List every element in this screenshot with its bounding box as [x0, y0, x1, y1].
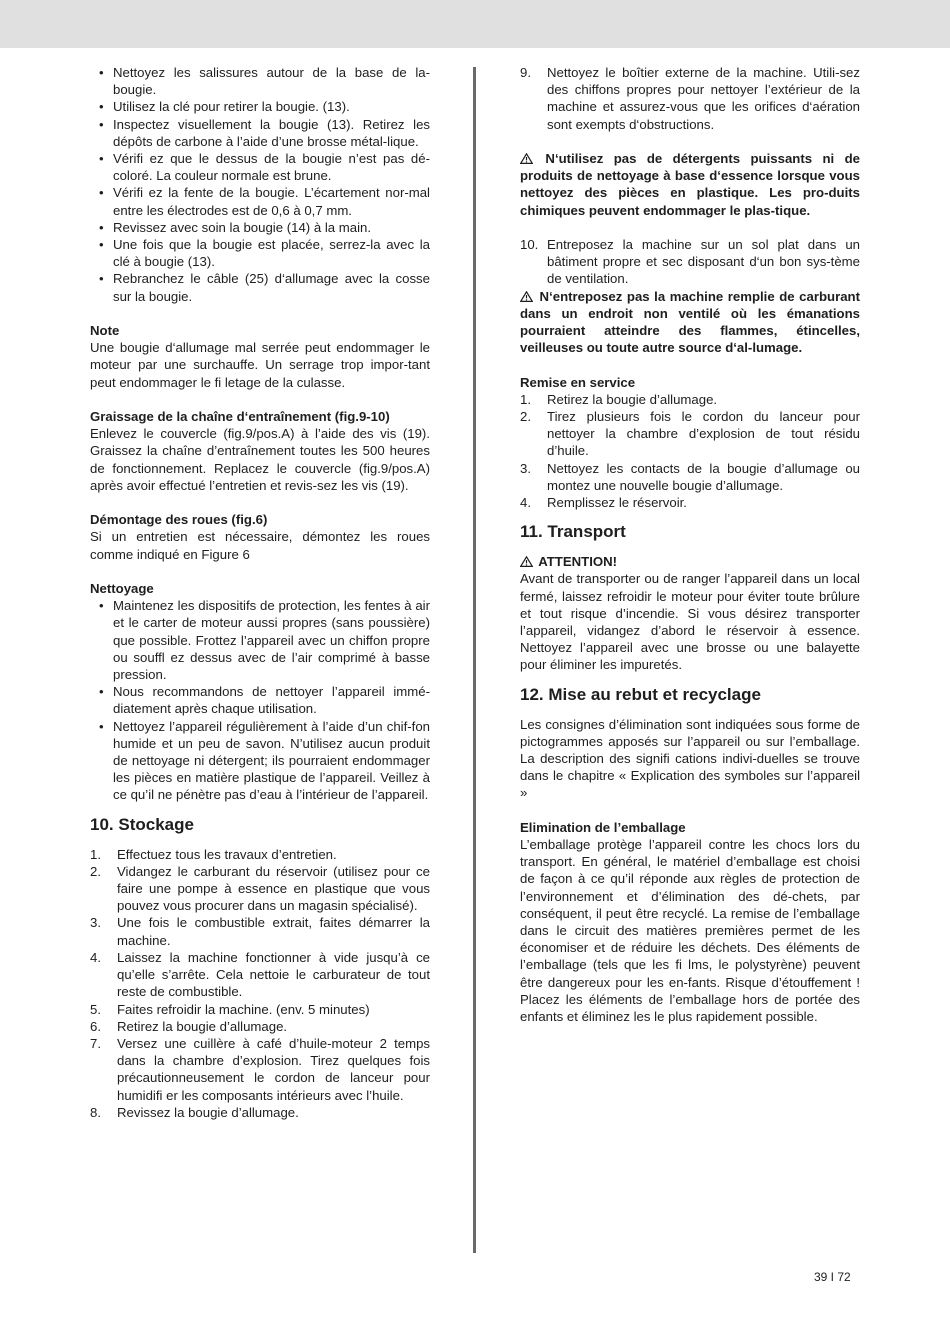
- disposal-heading: 12. Mise au rebut et recyclage: [520, 684, 761, 704]
- disposal-text: Les consignes d’élimination sont indiquées sous forme de pictogrammes apposés sur l’appareil ou sur l’emballage. La description des signifi cations indivi-duelles se trouve dans le chapitre « Explication des symboles sur l’appareil »: [520, 716, 860, 801]
- warning-triangle-icon: [520, 556, 533, 567]
- list-item: • Utilisez la clé pour retirer la bougie. (13).: [90, 98, 430, 115]
- list-item: • Rebranchez le câble (25) d‘allumage avec la cosse sur la bougie.: [90, 270, 430, 304]
- list-item: 6. Retirez la bougie d’allumage.: [90, 1018, 288, 1034]
- packaging-title: Elimination de l’emballage: [520, 819, 686, 835]
- transport-heading: 11. Transport: [520, 522, 626, 542]
- list-item: • Revissez avec soin la bougie (14) à la main.: [90, 219, 430, 236]
- list-item: 4. Remplissez le réservoir.: [520, 495, 687, 511]
- spark-plug-bullets: [90, 64, 430, 305]
- storage-step-9: [520, 64, 860, 133]
- list-item: 2. Tirez plusieurs fois le cordon du lanceur pour nettoyer la chambre d’explosion de tout résidu d’huile.: [520, 409, 860, 459]
- recommissioning-steps: [520, 391, 860, 511]
- attention-label: ATTENTION!: [520, 553, 860, 570]
- transport-text: Avant de transporter ou de ranger l’appareil dans un local fermé, laissez refroidir le moteur pour éviter toute brûlure et tout risque d’incendie. Si vous désirez transporter l’appareil, vidangez d’abord le réservoir à essence. Nettoyez l’appareil avec une brosse ou une balayette pour éliminer les impuretés.: [520, 571, 860, 673]
- list-item: • Vérifi ez que le dessus de la bougie n’est pas dé-coloré. La couleur normale est brune.: [90, 150, 430, 184]
- list-item: 10. Entreposez la machine sur un sol plat dans un bâtiment propre et sec disposant d‘un bon sys-tème de ventilation.: [520, 237, 860, 287]
- list-item: • Nettoyez les salissures autour de la base de la-bougie.: [90, 64, 430, 98]
- page-number: 39 I 72: [814, 1270, 851, 1284]
- list-item: • Nettoyez l’appareil régulièrement à l’aide d’un chif-fon humide et un peu de savon. N’utilisez aucun produit de nettoyage ni détergent; ils pourraient endommager les pièces en matière plastique de l’appareil. Veillez à ce qu’il ne pénètre pas d’eau à l’intérieur de l’appareil.: [90, 718, 430, 804]
- warning-fuel: N‘entreposez pas la machine remplie de carburant dans un endroit non ventilé où les émanations pourraient atteindre des flammes, étincelles, veilleuses ou toute autre source d‘al-lumage.: [520, 288, 860, 356]
- list-item: • Nous recommandons de nettoyer l’appareil immé-diatement après chaque utilisation.: [90, 683, 430, 717]
- header-band: [0, 0, 950, 48]
- list-item: 1. Retirez la bougie d’allumage.: [520, 391, 718, 407]
- cleaning-title: Nettoyage: [90, 581, 154, 597]
- list-item: • Une fois que la bougie est placée, serrez-la avec la clé à bougie (13).: [90, 236, 430, 270]
- list-item: 4. Laissez la machine fonctionner à vide jusqu’à ce qu’elle s’arrête. Cela nettoie le carburateur de tout reste de combustible.: [90, 949, 430, 1000]
- note-text: Une bougie d‘allumage mal serrée peut endommager le moteur par une surchauffe. Un serrage trop impor-tant peut endommager le fi letage de la culasse.: [90, 340, 430, 390]
- cleaning-bullets: [90, 597, 430, 803]
- note-title: Note: [90, 323, 120, 339]
- warning-triangle-icon: [520, 153, 533, 164]
- packaging-text: L’emballage protège l’appareil contre les chocs lors du transport. En général, le matériel d’emballage est choisi de façon à ce qu’il réponde aux règles de protection de l’environnement et d’élimination des dé-chets, par conséquent, il peut être recyclé. La remise de l’emballage dans le circuit des matières premières permet de les économiser et de réduire les déchets. Des éléments de l’emballage (tels que les fi lms, le polystyrène) peuvent être dangereux pour les en-fants. Risque d’étouffement ! Placez les éléments de l’emballage hors de portée des enfants et éliminez les le plus rapidement possible.: [520, 837, 860, 1025]
- warning-triangle-icon: [520, 291, 533, 302]
- right-column: [520, 64, 860, 1025]
- list-item: 7. Versez une cuillère à café d’huile-moteur 2 temps dans la chambre d’explosion. Tirez quelques fois précautionneusement le cordon de lanceur pour humidifi er les composants intérieurs avec l’huile.: [90, 1035, 430, 1103]
- list-item: 3. Une fois le combustible extrait, faites démarrer la machine.: [90, 915, 430, 948]
- list-item: 3. Nettoyez les contacts de la bougie d’allumage ou montez une nouvelle bougie d’allumage.: [520, 460, 860, 493]
- list-item: • Vérifi ez la fente de la bougie. L’écartement nor-mal entre les électrodes est de 0,6 à 0,7 mm.: [90, 184, 430, 218]
- recommissioning-title: Remise en service: [520, 374, 636, 390]
- storage-steps: [90, 846, 430, 1121]
- list-item: 8. Revissez la bougie d’allumage.: [90, 1104, 299, 1120]
- wheel-removal-title: Démontage des roues (fig.6): [90, 512, 268, 528]
- column-divider: [473, 67, 476, 1253]
- list-item: 5. Faites refroidir la machine. (env. 5 minutes): [90, 1001, 370, 1017]
- list-item: 2. Vidangez le carburant du réservoir (utilisez pour ce faire une pompe à essence en plastique que vous pouvez vous procurer dans un magasin spécialisé).: [90, 863, 430, 914]
- wheel-removal-text: Si un entretien est nécessaire, démontez les roues comme indiqué en Figure 6: [90, 529, 430, 562]
- list-item: • Maintenez les dispositifs de protection, les fentes à air et le carter de moteur aussi propres (sans poussière) que possible. Frottez l’appareil avec un chiffon propre ou souffl ez dessus avec de l’air comprimé à basse pression.: [90, 597, 430, 683]
- storage-heading: 10. Stockage: [90, 814, 194, 834]
- left-column: [90, 64, 430, 1121]
- warning-detergent: N‘utilisez pas de détergents puissants ni de produits de nettoyage à base d‘essence lorsque vous nettoyez des pièces en plastique. Les pro-duits chimiques peuvent endommager le plas-tique.: [520, 151, 860, 218]
- storage-step-10: [520, 236, 860, 288]
- chain-lubrication-text: Enlevez le couvercle (fig.9/pos.A) à l’aide des vis (19). Graissez la chaîne d’entraînement toutes les 500 heures de fonctionnement. Replacez le couvercle (fig.9/pos.A) après avoir effectué l’entretien et revis-sez les vis (19).: [90, 426, 430, 493]
- list-item: 1. Effectuez tous les travaux d’entretien.: [90, 846, 337, 862]
- list-item: • Inspectez visuellement la bougie (13). Retirez les dépôts de carbone à l’aide d’une brosse métal-lique.: [90, 116, 430, 150]
- list-item: 9. Nettoyez le boîtier externe de la machine. Utili-sez des chiffons propres pour nettoyer l’extérieur de la machine et assurez-vous que les orifices d‘aération sont exempts d‘obstructions.: [520, 65, 860, 132]
- chain-lubrication-title: Graissage de la chaîne d‘entraînement (fig.9-10): [90, 409, 390, 425]
